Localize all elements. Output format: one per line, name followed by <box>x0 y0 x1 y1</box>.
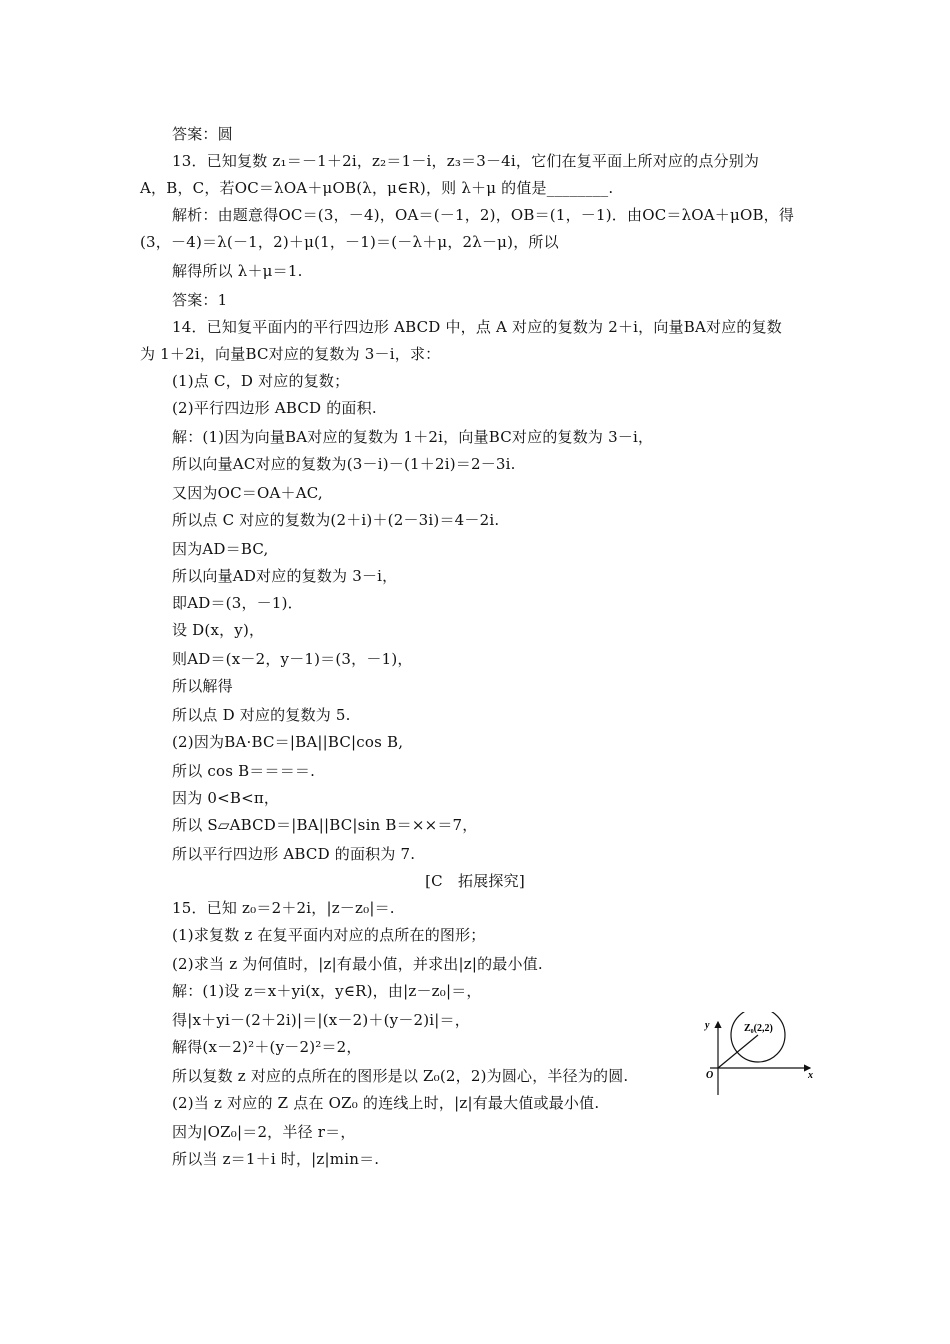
text-line: 解：(1)设 z＝x＋yi(x，y∈R)，由|z－z₀|＝， <box>172 982 482 1000</box>
text-line: 即AD＝(3，－1)． <box>172 594 303 612</box>
text-line: 所以 cos B＝＝＝＝. <box>172 762 316 780</box>
text-line: 所以复数 z 对应的点所在的图形是以 Z₀(2，2)为圆心，半径为的圆. <box>172 1067 629 1085</box>
text-line: 13．已知复数 z₁＝－1＋2i，z₂＝1－i，z₃＝3－4i，它们在复平面上所对应的点分别为 <box>172 152 760 170</box>
text-line: (1)求复数 z 在复平面内对应的点所在的图形； <box>172 926 486 944</box>
text-line: (3，－4)＝λ(－1，2)＋μ(1，－1)＝(－λ＋μ，2λ－μ)，所以 <box>140 233 559 251</box>
text-line: (2)平行四边形 ABCD 的面积. <box>172 399 377 417</box>
text-line: 又因为OC＝OA＋AC, <box>172 484 323 502</box>
text-line: 因为AD＝BC, <box>172 540 269 558</box>
text-line: 所以平行四边形 ABCD 的面积为 7. <box>172 845 416 863</box>
text-line: 所以向量AC对应的复数为(3－i)－(1＋2i)＝2－3i. <box>172 455 516 473</box>
text-line: 所以点 D 对应的复数为 5. <box>172 706 351 724</box>
section-heading: [C 拓展探究] <box>425 872 525 890</box>
text-line: 14．已知复平面内的平行四边形 ABCD 中，点 A 对应的复数为 2＋i，向量BA对应的复数 <box>172 318 782 336</box>
text-line: 设 D(x，y)， <box>172 621 265 639</box>
text-line: 所以 S▱ABCD＝|BA||BC|sin B＝××＝7， <box>172 816 478 834</box>
text-line: 因为|OZ₀|＝2，半径 r＝， <box>172 1123 356 1141</box>
text-line: A，B，C，若OC＝λOA＋μOB(λ，μ∈R)，则 λ＋μ 的值是________. <box>140 179 614 197</box>
text-line: 答案：圆 <box>172 125 233 143</box>
text-line: 解析：由题意得OC＝(3，－4)，OA＝(－1，2)，OB＝(1，－1)．由OC＝λOA＋μOB，得 <box>172 206 795 224</box>
y-axis-label: y <box>705 1020 710 1031</box>
origin-label: O <box>706 1070 714 1081</box>
text-line: (2)因为BA·BC＝|BA||BC|cos B, <box>172 733 404 751</box>
text-line: 则AD＝(x－2，y－1)＝(3，－1)， <box>172 650 413 668</box>
text-line: (2)求当 z 为何值时，|z|有最小值，并求出|z|的最小值. <box>172 955 543 973</box>
text-line: 解：(1)因为向量BA对应的复数为 1＋2i，向量BC对应的复数为 3－i， <box>172 428 654 446</box>
circle <box>731 1012 785 1062</box>
text-line: (1)点 C，D 对应的复数； <box>172 372 350 390</box>
text-line: 所以向量AD对应的复数为 3－i， <box>172 567 398 585</box>
text-line: 答案：1 <box>172 291 228 309</box>
text-line: 为 1＋2i，向量BC对应的复数为 3－i，求： <box>140 345 441 363</box>
text-line: 因为 0<B<π， <box>172 789 280 807</box>
text-line: 所以当 z＝1＋i 时，|z|min＝. <box>172 1150 380 1168</box>
text-line: 解得所以 λ＋μ＝1. <box>172 262 303 280</box>
circle-diagram <box>700 1012 820 1102</box>
text-line: 所以点 C 对应的复数为(2＋i)＋(2－3i)＝4－2i. <box>172 511 500 529</box>
text-line: 解得(x－2)²＋(y－2)²＝2， <box>172 1038 362 1056</box>
text-line: 得|x＋yi－(2＋2i)|＝|(x－2)＋(y－2)i|＝， <box>172 1011 470 1029</box>
radius-segment <box>718 1035 758 1068</box>
text-line: 所以解得 <box>172 677 233 695</box>
x-axis-label: x <box>808 1070 813 1081</box>
center-label: Z₀(2,2) <box>744 1023 773 1034</box>
text-line: (2)当 z 对应的 Z 点在 OZ₀ 的连线上时，|z|有最大值或最小值. <box>172 1094 600 1112</box>
text-line: 15．已知 z₀＝2＋2i，|z－z₀|＝. <box>172 899 395 917</box>
